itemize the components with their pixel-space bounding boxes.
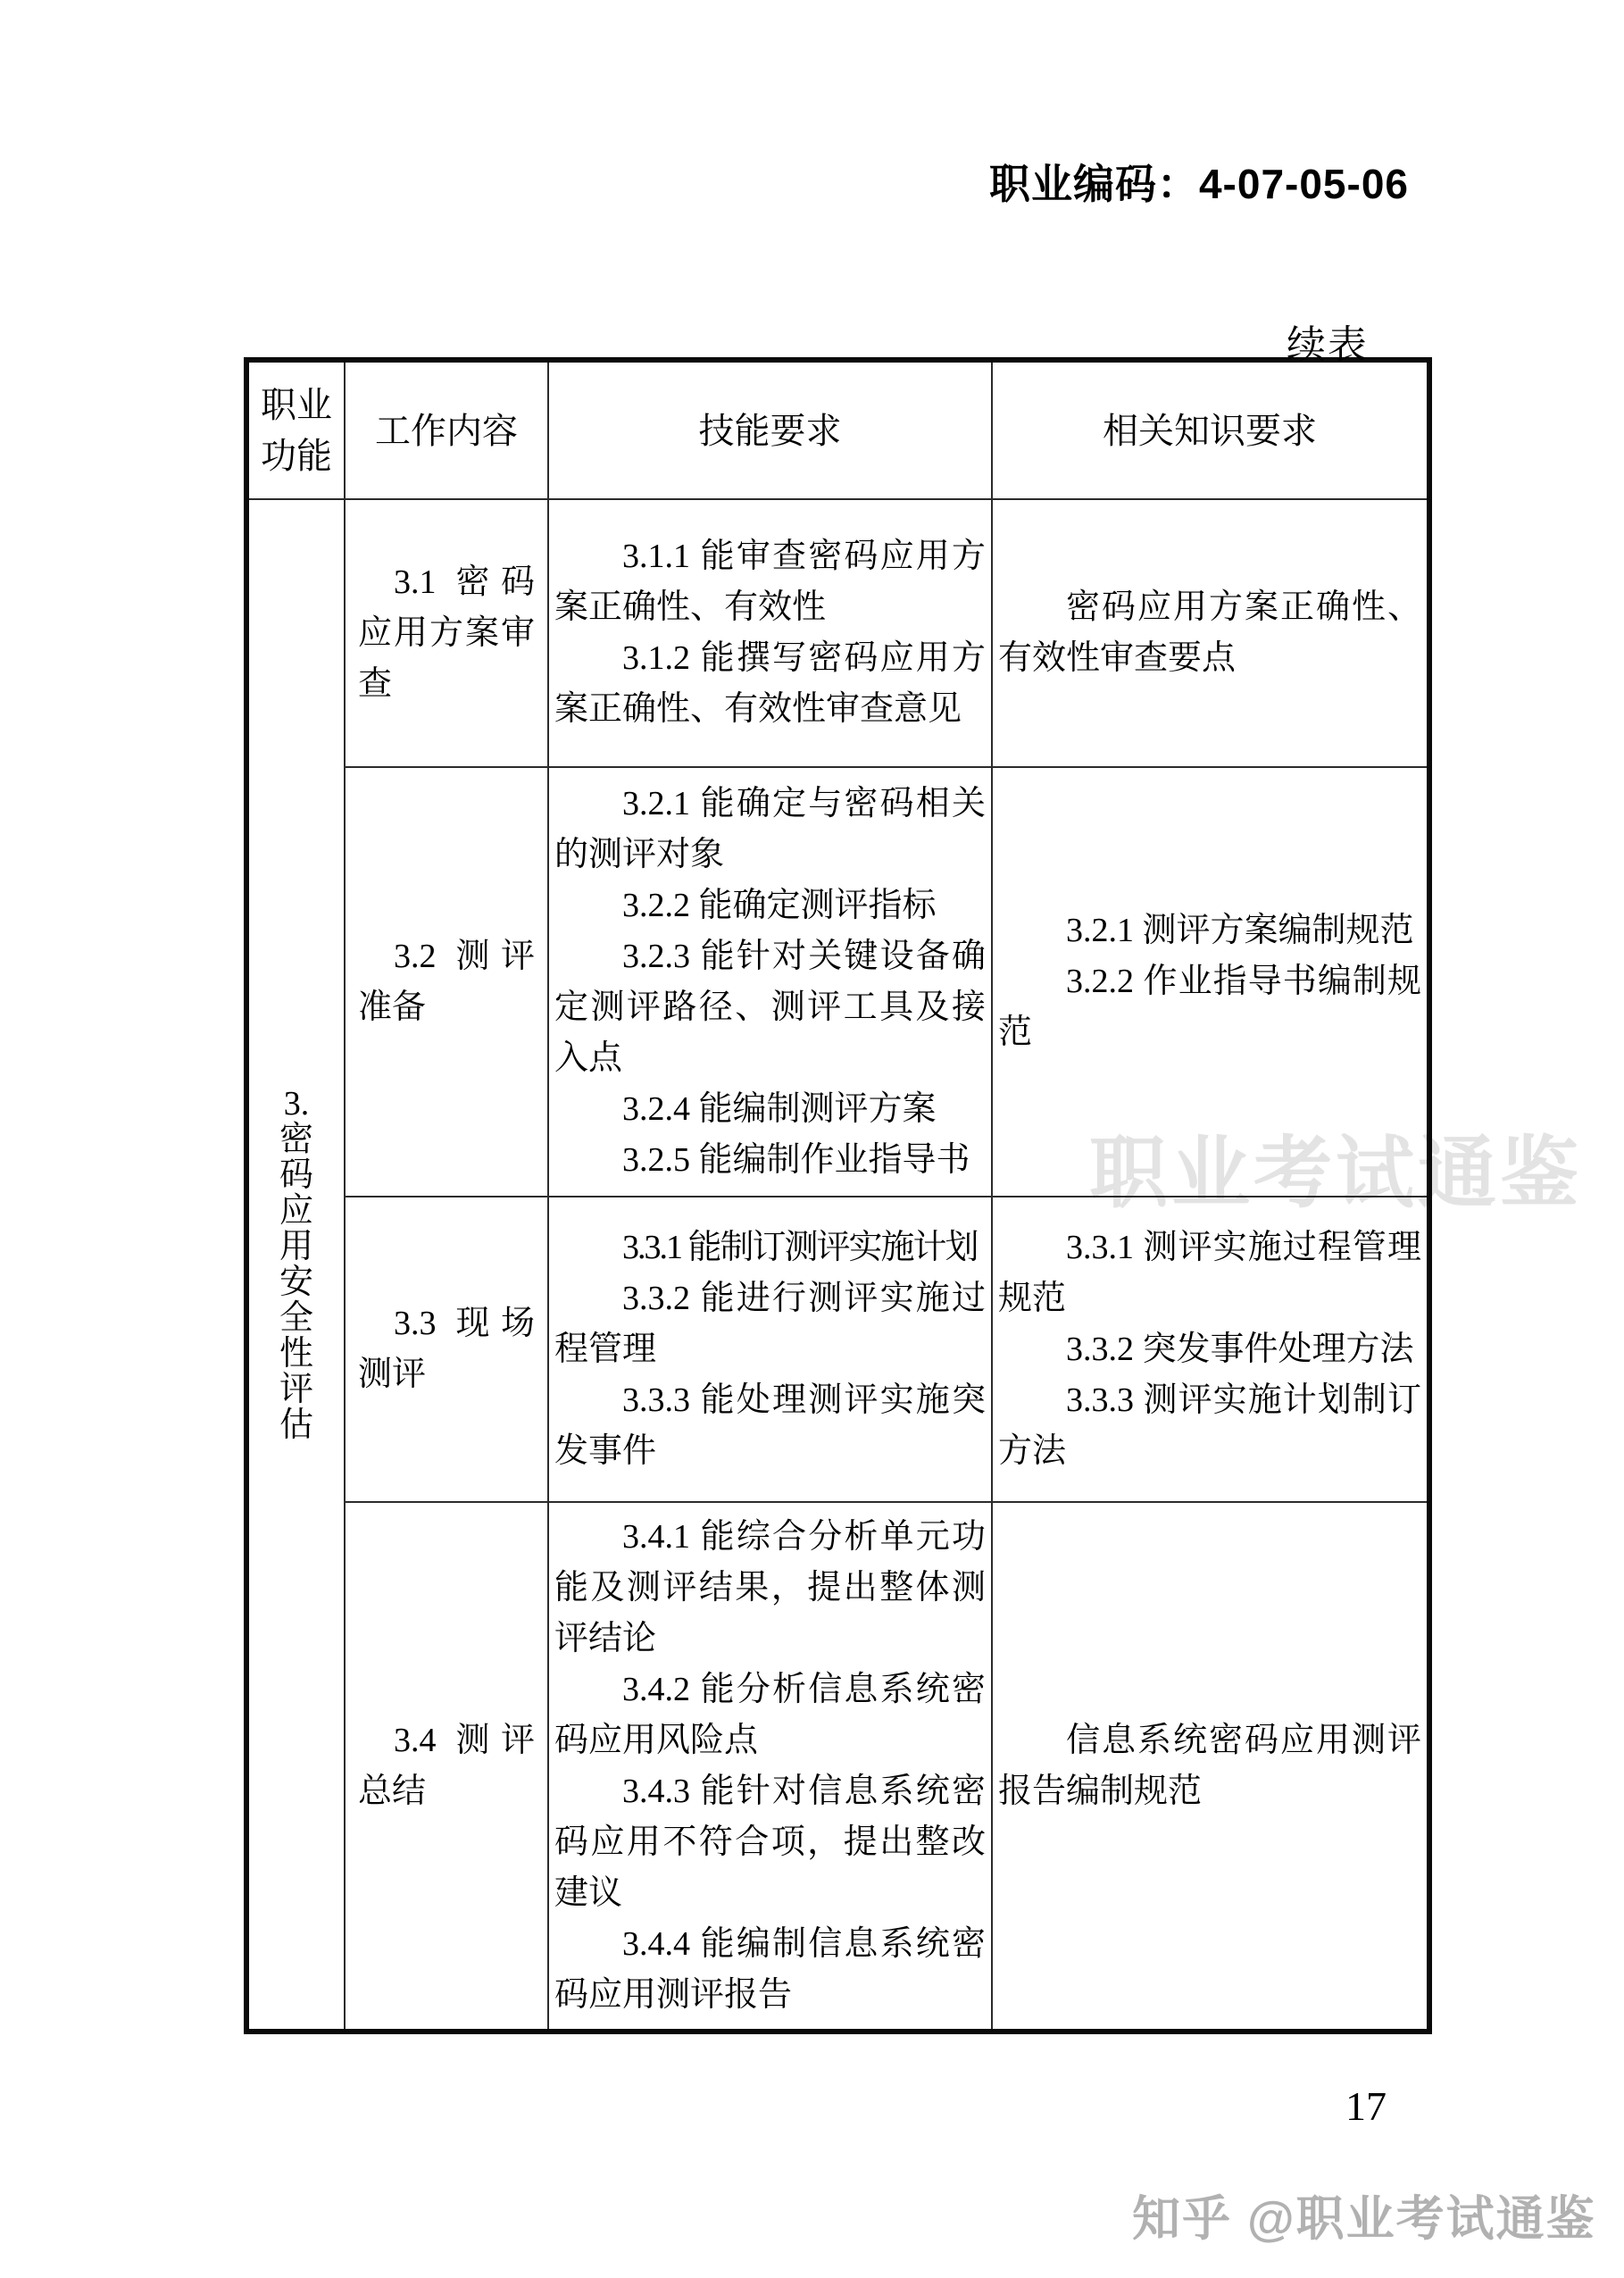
work-content-cell [345,499,548,767]
knowledge-item: 信息系统密码应用测评报告编制规范 [998,1721,1421,1810]
knowledge-item: 3.3.2 突发事件处理方法 [1066,1330,1414,1368]
skill-item: 3.4.2 能分析信息系统密码应用风险点 [554,1670,986,1759]
col-header-knowledge-requirements: 相关知识要求 [992,360,1429,499]
skill-item: 3.1.1 能审查密码应用方案正确性、有效性 [554,538,986,626]
work-content-cell [345,1502,548,2032]
function-cell [246,499,345,2032]
knowledge-item: 3.3.1 测评实施过程管理规范 [998,1228,1421,1317]
occupation-code-label: 职业编码：4-07-05-06 [988,161,1409,207]
knowledge-item: 3.2.1 测评方案编制规范 [1066,912,1414,949]
work-content-label: 3.1 密码应用方案审查 [358,563,535,703]
skill-item: 3.3.3 能处理测评实施突发事件 [554,1381,986,1470]
skill-item: 3.4.4 能编制信息系统密码应用测评报告 [554,1924,986,2014]
page-number: 17 [1345,2083,1387,2129]
table-row [246,767,1429,1197]
skill-item: 3.2.2 能确定测评指标 [622,886,937,924]
skills-cell [548,1197,992,1502]
skills-cell [548,499,992,767]
skill-item: 3.3.1 能制订测评实施计划 [622,1228,978,1266]
knowledge-cell [992,499,1429,767]
table-row [246,1502,1429,2032]
knowledge-item: 密码应用方案正确性、有效性审查要点 [998,588,1421,677]
occupation-standard-table [244,357,1432,2034]
work-content-label: 3.4 测评总结 [358,1721,535,1810]
skill-item: 3.2.5 能编制作业指导书 [622,1140,970,1179]
table-row [246,499,1429,767]
table-header-row [246,360,1429,499]
knowledge-item: 3.2.2 作业指导书编制规范 [998,963,1421,1051]
work-content-label: 3.3 现场测评 [358,1305,535,1393]
work-content-label: 3.2 测评准备 [358,937,535,1026]
work-content-cell [345,767,548,1197]
work-content-cell [345,1197,548,1502]
watermark-footer: 知乎 @职业考试通鉴 [1132,2192,1596,2246]
table-row [246,1197,1429,1502]
watermark-inline: 职业考试通鉴 [1089,1129,1583,1217]
col-header-work-content: 工作内容 [345,360,548,499]
knowledge-cell [992,1197,1429,1502]
knowledge-item: 3.3.3 测评实施计划制订方法 [998,1381,1421,1470]
col-header-function: 职业功能 [246,360,345,499]
function-label: 3.密码应用安全性评估 [279,1085,313,1444]
skill-item: 3.4.3 能针对信息系统密码应用不符合项，提出整改建议 [554,1772,986,1912]
skill-item: 3.2.4 能编制测评方案 [622,1089,937,1128]
table-continued-label: 续表 [1287,323,1369,367]
skill-item: 3.2.3 能针对关键设备确定测评路径、测评工具及接入点 [554,937,986,1077]
skills-cell [548,767,992,1197]
knowledge-cell [992,767,1429,1197]
skill-item: 3.4.1 能综合分析单元功能及测评结果，提出整体测评结论 [554,1517,986,1657]
col-header-skill-requirements: 技能要求 [548,360,992,499]
skill-item: 3.3.2 能进行测评实施过程管理 [554,1279,986,1368]
skills-cell [548,1502,992,2032]
skill-item: 3.1.2 能撰写密码应用方案正确性、有效性审查意见 [554,639,986,728]
skill-item: 3.2.1 能确定与密码相关的测评对象 [554,784,986,873]
knowledge-cell [992,1502,1429,2032]
